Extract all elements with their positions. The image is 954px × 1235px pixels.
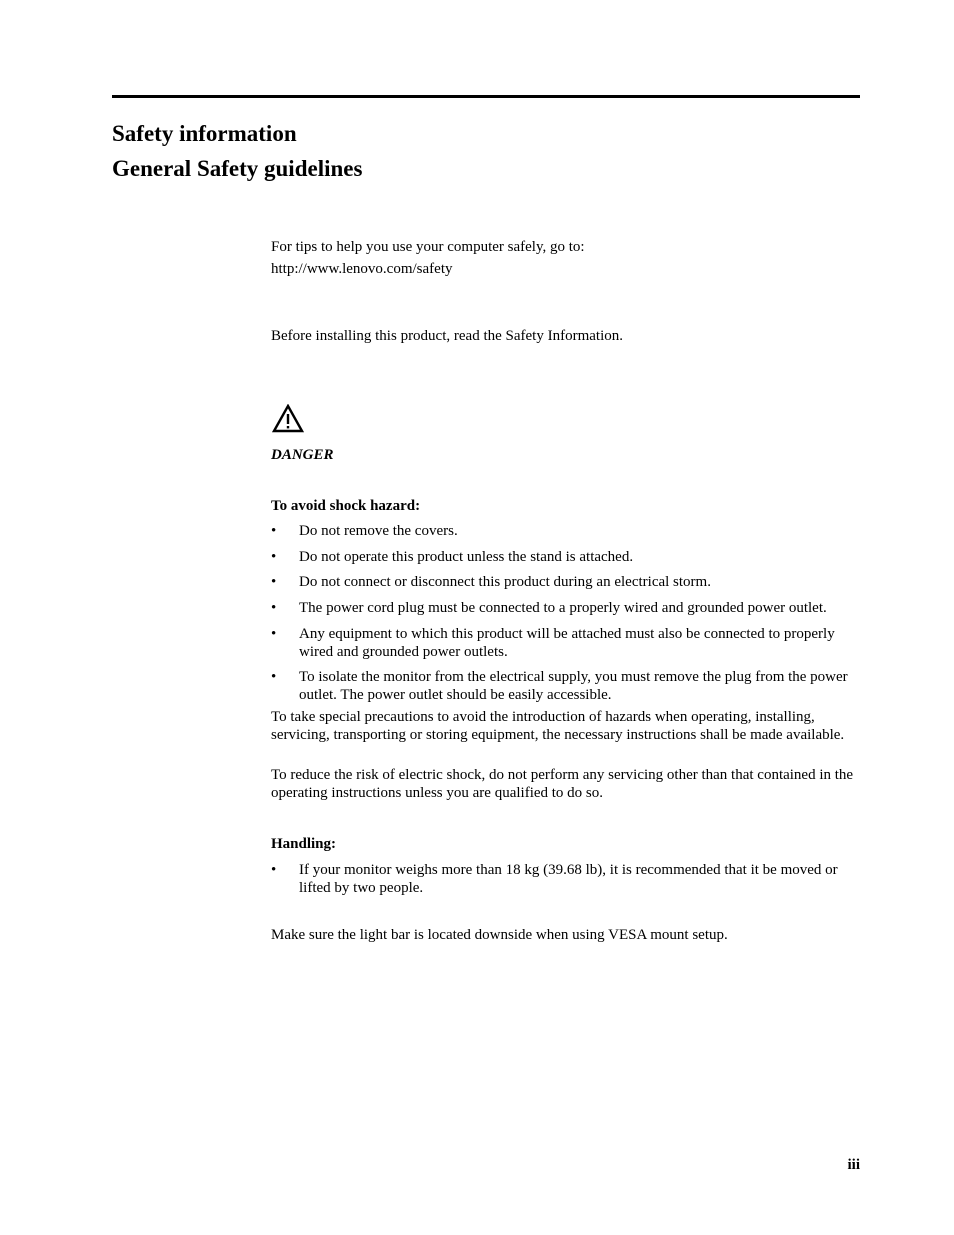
safety-url: http://www.lenovo.com/safety (271, 261, 453, 277)
vesa-note: Make sure the light bar is located downside when using VESA mount setup. (271, 927, 728, 943)
list-item (271, 625, 863, 661)
section-title: General Safety guidelines (112, 156, 363, 181)
list-item-text: Do not connect or disconnect this product during an electrical storm. (299, 574, 711, 590)
list-item (271, 573, 863, 591)
bullet-marker: • (271, 600, 277, 616)
page-number: iii (847, 1157, 860, 1173)
page-title: Safety information (112, 121, 297, 146)
warning-icon (272, 404, 304, 434)
list-item-text: Any equipment to which this product will be attached must also be connected to properly wired and grounded power outlets. (299, 626, 835, 660)
bullet-marker: • (271, 862, 277, 878)
list-item (271, 522, 863, 540)
list-item (271, 548, 863, 566)
header-rule (112, 95, 860, 98)
list-item (271, 599, 863, 617)
handling-title: Handling: (271, 836, 337, 852)
bullet-marker: • (271, 523, 277, 539)
reduce-risk-paragraph: To reduce the risk of electric shock, do not perform any servicing other than that contained in the operating instructions unless you are qualified to do so. (271, 767, 854, 801)
precautions-paragraph: To take special precautions to avoid the introduction of hazards when operating, installing, servicing, transporting or storing equipment, the necessary instructions shall be made available. (271, 709, 845, 743)
list-item-text: Do not operate this product unless the stand is attached. (299, 549, 634, 565)
list-item-text: If your monitor weighs more than 18 kg (39.68 lb), it is recommended that it be moved or lifted by two people. (299, 862, 838, 896)
bullet-marker: • (271, 574, 277, 590)
list-item-text: To isolate the monitor from the electrical supply, you must remove the plug from the power outlet. The power outlet should be easily accessible. (299, 669, 848, 703)
list-item (271, 861, 863, 897)
list-item-text: Do not remove the covers. (299, 523, 458, 539)
shock-hazard-title: To avoid shock hazard: (271, 498, 421, 514)
before-installing-text: Before installing this product, read the Safety Information. (271, 328, 623, 344)
bullet-marker: • (271, 669, 277, 685)
bullet-marker: • (271, 626, 277, 642)
bullet-marker: • (271, 549, 277, 565)
tips-text: For tips to help you use your computer safely, go to: (271, 239, 585, 255)
danger-label: DANGER (271, 447, 334, 463)
list-item-text: The power cord plug must be connected to a properly wired and grounded power outlet. (299, 600, 827, 616)
list-item (271, 668, 863, 704)
